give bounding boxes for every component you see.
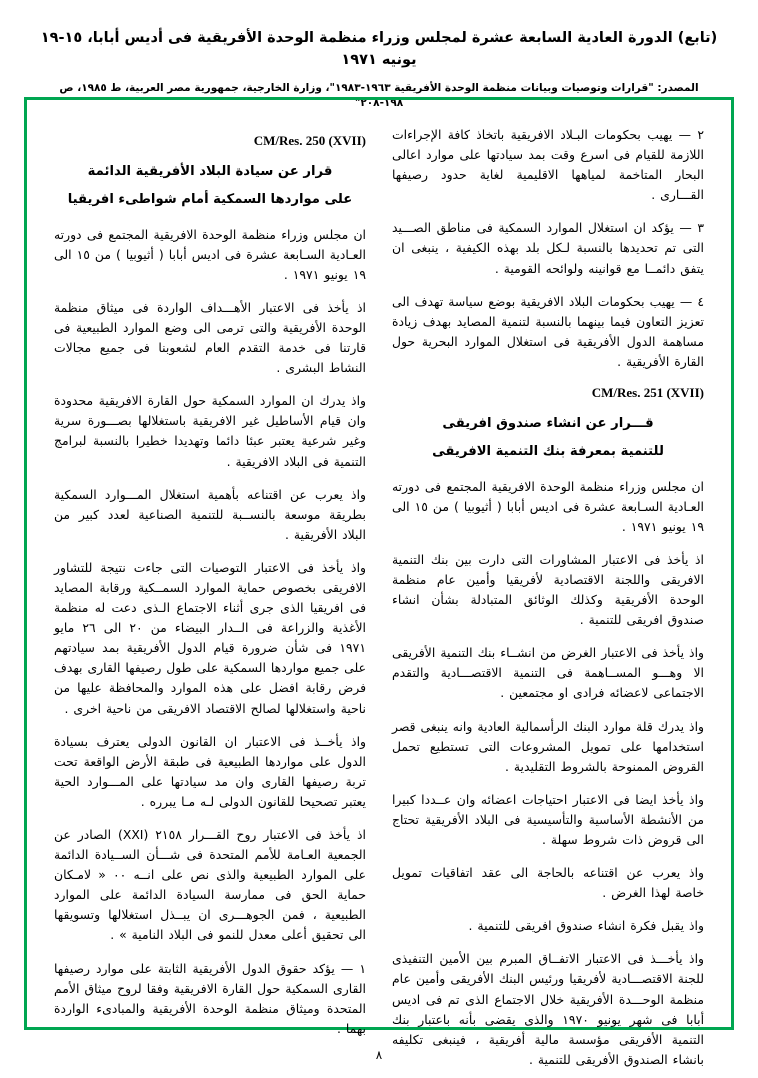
resolution-title-line-2: على مواردها السمكية أمام شواطىء افريقيا xyxy=(67,191,353,207)
paragraph: ٣ — يؤكد ان استغلال الموارد السمكية فى مناطق الصـــيد التى تم تحديدها بالنسبة لـكل بلد بهذه الكيفية ، ينبغى ان يتفق دائمــا مع قوانينه ولوائحه القومية . xyxy=(392,220,704,276)
header-title: (تابع) الدورة العادية السابعة عشرة لمجلس وزراء منظمة الوحدة الأفريقية فى أديس أبابا، ١٥-١٩ يونيه ١٩٧١ xyxy=(40,30,718,68)
left-column xyxy=(54,125,366,1036)
paragraph: ١ — يؤكد حقوق الدول الأفريقية الثابتة على موارد رصيفها القارى السمكية حول القارة الافريقية وفقا لروح ميثاق الأمم المتحدة وميثاق منظمة الوحدة الأفريقية والمبادىء الواردة بهما . xyxy=(54,960,366,1036)
page-header xyxy=(0,0,758,112)
paragraph: واذ يأخـــذ فى الاعتبار الاتفــاق المبرم بين الأمين التنفيذى للجنة الاقتصـــادية لأفريقيا ورئيس البنك الأفريقى وأمين عام منظمة الوحـــدة الأفريقية خلال الاجتماع الذى تم فى اديس أبابا فى شهر يونيو ١٩٧٠ والذى يقضى بأنه باعتبار بنك التنمية الأفريقى مؤسسة مالية أفريقية ، فينبغى تكليفه بانشاء الصندوق الأفريقى للتنمية . xyxy=(392,951,705,1067)
paragraph: ٢ — يهيب بحكومات البـلاد الافريقية باتخاذ كافة الإجراءات اللازمة للقيام فى اسرع وقت بمد سيادتها على موارد اعالى البحار المتاخمة لمياهها الاقليمية لغاية حدود رصيفها القـــارى . xyxy=(392,127,704,203)
paragraph: واذ يأخــذ فى الاعتبار ان القانون الدولى يعترف بسيادة الدول على مواردها الطبيعية فى طبقة الأرض الواقعة تحت تربة رصيفها القارى وان مد سيادتها على المـــوارد الحية يعتبر تصحيحا للقانون الدولى لـه مـا يبرره . xyxy=(54,733,366,809)
resolution-id: CM/Res. 250 (XVII) xyxy=(253,133,366,148)
paragraph: واذ يدرك ان الموارد السمكية حول القارة الافريقية محدودة وان قيام الأساطيل غير الافريقية باستغلالها بصـــورة سرية وغير شرعية يعتبر عبئا دائما وتهديدا خطيرا بالنسبة لبرامج التنمية فى البلاد الافريقية . xyxy=(54,393,366,469)
paragraph: اذ يأخذ فى الاعتبار الأهـــداف الواردة فى ميثاق منظمة الوحدة الأفريقية والتى ترمى الى وضع الموارد الطبيعية فى قارتنا فى خدمة التقدم العام لشعوبنا فى جميع مجالات النشاط البشرى . xyxy=(54,299,366,376)
paragraph: ان مجلس وزراء منظمة الوحدة الافريقية المجتمع فى دورته العـادية السـابعة عشرة فى اديس أبابا ( أثيوبيا ) من ١٥ الى ١٩ يونيو ١٩٧١ . xyxy=(54,226,366,282)
column-top-spacer xyxy=(54,125,366,127)
right-column xyxy=(392,125,705,1067)
paragraph: اذ يأخذ فى الاعتبار روح القـــرار ٢١٥٨ (XXI) الصادر عن الجمعية العـامة للأمم المتحدة فى شـــأن الســيادة الدائمة على الموارد الطبيعية والذى نص على انــه ٠٠ « لامـكان حماية الحق فى ممارسة السيادة الدائمة على الموارد الطبيعية ، فمن الجوهـــرى ان يبــذل استغلالها وتسويقها الى تحقيق أعلى معدل للنمو فى البلاد النامية » . xyxy=(54,827,366,943)
paragraph: اذ يأخذ فى الاعتبار المشاورات التى دارت بين بنك التنمية الافريقى واللجنة الاقتصادية لأفريقيا وأمين عام منظمة الوحدة الأفريقية وكذلك الوثائق المتبادلة بشأن انشاء صندوق افريقى للتنمية . xyxy=(392,551,704,628)
paragraph: ان مجلس وزراء منظمة الوحدة الافريقية المجتمع فى دورته العـادية السـابعة عشرة فى اديس أبابا ( أثيوبيا ) من ١٥ الى ١٩ يونيو ١٩٧١ . xyxy=(392,478,704,534)
paragraph: واذ يعرب عن اقتناعه بالحاجة الى عقد اتفاقيات تمويل خاصة لهذا الغرض . xyxy=(392,865,704,901)
paragraph: واذ يأخذ فى الاعتبار الغرض من انشــاء بنك التنمية الأفريقى الا وهـــو المســاهمة فى التنمية الاقتصـــادية والتقدم الاجتماعى لاعضائه فرادى او مجتمعين . xyxy=(392,645,704,701)
resolution-title-line-1: قـــرار عن انشاء صندوق افريقى xyxy=(442,416,654,432)
paragraph: واذ يعرب عن اقتناعه بأهمية استغلال المـــوارد السمكية بطريقة موسعة بالنســبة للتنمية الصناعية لعدد كبير من البلاد الأفريقية . xyxy=(54,486,366,542)
page-number: ٨ xyxy=(375,1048,383,1062)
header-source: المصدر: "قرارات وتوصيات وبيانات منظمة الوحدة الأفريقية ١٩٦٣-١٩٨٣"، وزارة الخارجية، جمهورية مصر العربية، ط ١٩٨٥، ص ١٩٨-٢٠٨" xyxy=(59,81,699,110)
resolution-title-line-2: للتنمية بمعرفة بنك التنمية الافريقى xyxy=(432,443,664,459)
paragraph: ٤ — يهيب بحكومات البلاد الافريقية بوضع سياسة تهدف الى تعزيز التعاون فيما بينهما بالنسبة لتنمية المصايد بهدف زيادة مساهمة الدول الأفريقية فى استغلال الموارد البحرية حول القارة الأفريقية . xyxy=(392,293,704,369)
paragraph: واذ يدرك قلة موارد البنك الرأسمالية العادية وانه ينبغى قصر استخدامها على تمويل المشروعات التى تستطيع تحمل القروض الممنوحة بالشروط التقليدية . xyxy=(392,718,704,774)
resolution-title-line-1: قرار عن سيادة البلاد الأفريقية الدائمة xyxy=(87,164,333,179)
resolution-id: CM/Res. 251 (XVII) xyxy=(591,385,704,401)
paragraph: واذ يأخذ فى الاعتبار التوصيات التى جاءت نتيجة للتشاور الافريقى بخصوص حماية الموارد السمــكية ورقابة المصايد فى افريقيا الذى جرى أثناء الاجتماع الـذى دعت له منظمة الأغذية والزراعة فى الــدار البيضاء من ٢٠ الى ٢٦ مايو ١٩٧١ فى شأن ضرورة قيام الدول الأفريقية بمد سيادتهم على جميع مواردها السمكية على طول رصيفها القارى بهدف فرض رقابة افضل على هذه الموارد والمحافظة عليها من ناحية واستغلالها لصالح الاقتصاد الافريقى من ناحية اخرى . xyxy=(54,559,366,716)
paragraph: واذ يقبل فكرة انشاء صندوق افريقى للتنمية . xyxy=(468,918,704,934)
two-column-body xyxy=(30,103,728,1067)
paragraph: واذ يأخذ ايضا فى الاعتبار احتياجات اعضائه وان عــددا كبيرا من الأنشطة الأساسية والتأسيسية فى البلاد الأفريقية تحتاج الى قروض ذات شروط سهلة . xyxy=(392,791,704,847)
